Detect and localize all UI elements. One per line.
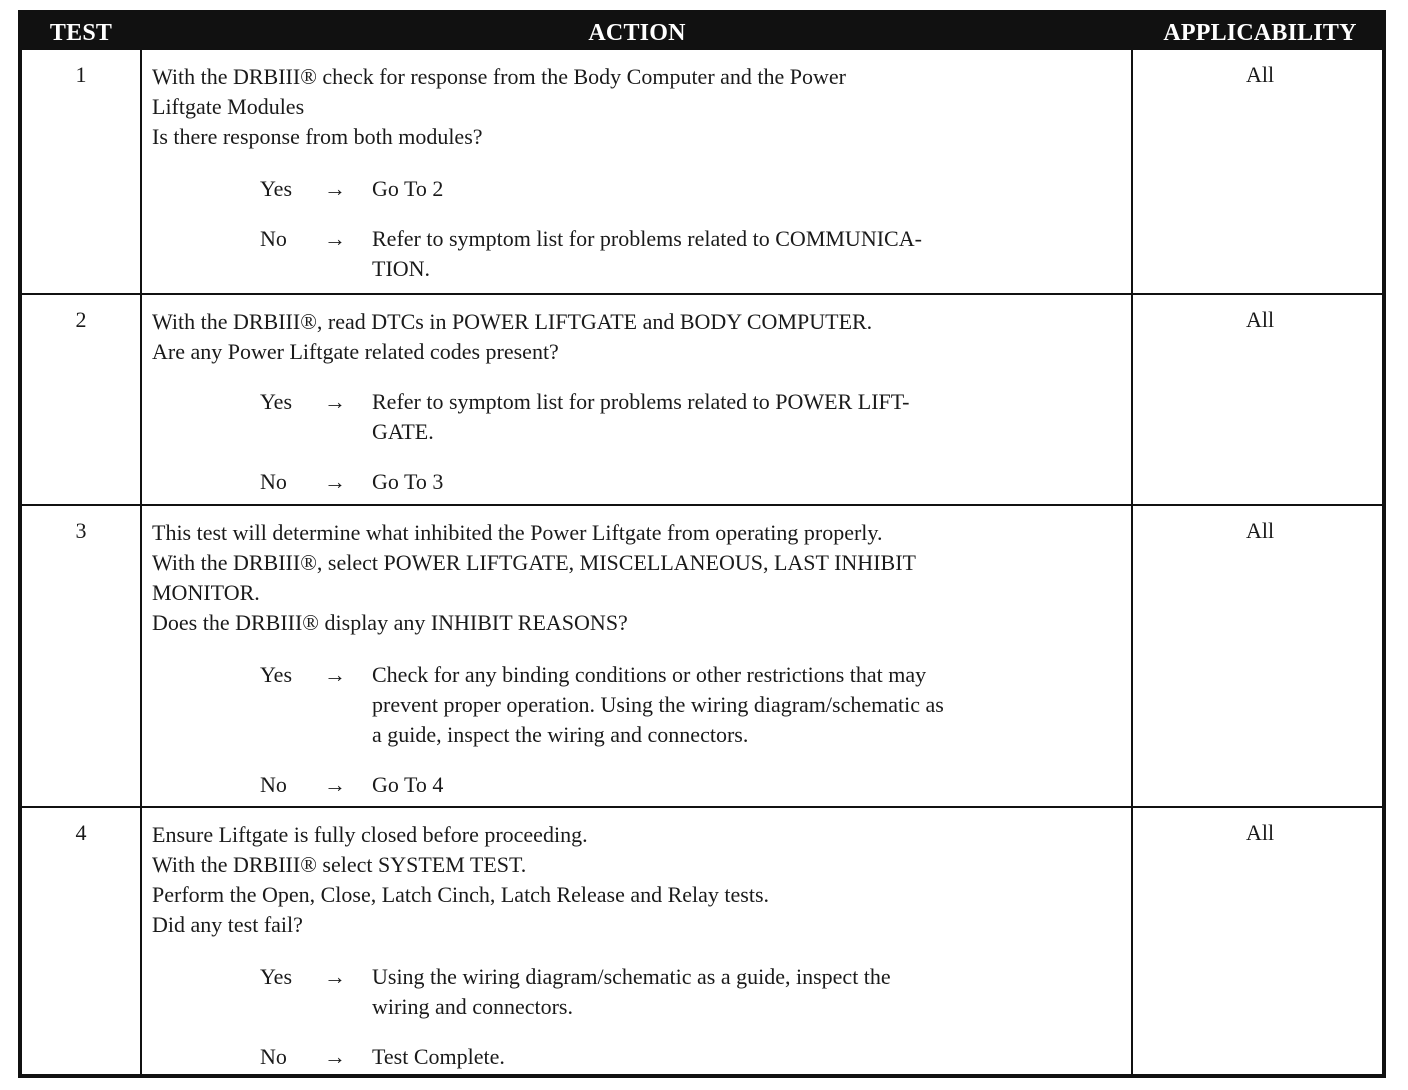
no-label: No (260, 1044, 287, 1069)
action-line: Did any test fail? (152, 912, 303, 937)
applicability-value: All (1245, 62, 1275, 87)
right-arrow-icon: → (324, 1044, 346, 1069)
test-number: 4 (75, 820, 87, 845)
no-result (372, 770, 1124, 800)
applicability-value: All (1245, 307, 1275, 332)
applicability-value: All (1245, 820, 1275, 845)
result-line: a guide, inspect the wiring and connectors. (372, 722, 749, 747)
right-arrow-icon: → (324, 662, 346, 687)
right-arrow-icon: → (324, 964, 346, 989)
result-line: Go To 2 (372, 176, 444, 201)
no-label: No (260, 226, 287, 251)
yes-label: Yes (260, 389, 293, 414)
result-line: Go To 3 (372, 469, 444, 494)
action-line: Liftgate Modules (152, 94, 305, 119)
no-result (372, 1042, 1124, 1072)
action-line: With the DRBIII®, read DTCs in POWER LIFTGATE and BODY COMPUTER. (152, 309, 873, 334)
action-line: With the DRBIII® check for response from the Body Computer and the Power (152, 64, 846, 89)
yes-label: Yes (260, 964, 293, 989)
yes-result (372, 962, 1124, 1022)
action-line: Does the DRBIII® display any INHIBIT REASONS? (152, 610, 628, 635)
result-line: GATE. (372, 419, 434, 444)
right-arrow-icon: → (324, 469, 346, 494)
action-line: Ensure Liftgate is fully closed before proceeding. (152, 822, 588, 847)
result-line: wiring and connectors. (372, 994, 573, 1019)
action-line: With the DRBIII® select SYSTEM TEST. (152, 852, 527, 877)
result-line: prevent proper operation. Using the wiring diagram/schematic as (372, 692, 944, 717)
action-line: MONITOR. (152, 580, 260, 605)
result-line: Check for any binding conditions or other restrictions that may (372, 662, 927, 687)
no-label: No (260, 469, 287, 494)
header-applicability: APPLICABILITY (1163, 20, 1357, 46)
action-line: With the DRBIII®, select POWER LIFTGATE, MISCELLANEOUS, LAST INHIBIT (152, 550, 916, 575)
right-arrow-icon: → (324, 772, 346, 797)
action-line: Perform the Open, Close, Latch Cinch, Latch Release and Relay tests. (152, 882, 770, 907)
table-row-test-3 (22, 506, 1382, 806)
test-number: 1 (75, 62, 87, 87)
yes-result (372, 387, 1124, 447)
yes-label: Yes (260, 176, 293, 201)
right-arrow-icon: → (324, 176, 346, 201)
result-line: Refer to symptom list for problems related to POWER LIFT- (372, 389, 910, 414)
action-line: Is there response from both modules? (152, 124, 483, 149)
test-number: 2 (75, 307, 87, 332)
result-line: Using the wiring diagram/schematic as a guide, inspect the (372, 964, 891, 989)
test-number: 3 (75, 518, 87, 543)
action-line: This test will determine what inhibited the Power Liftgate from operating properly. (152, 520, 883, 545)
no-result (372, 224, 1124, 284)
header-action: ACTION (588, 20, 686, 46)
table-header (22, 14, 1382, 50)
table-row-test-1 (22, 50, 1382, 293)
yes-result (372, 174, 1124, 204)
action-text (152, 518, 1124, 638)
action-text (152, 307, 1124, 367)
action-line: Are any Power Liftgate related codes present? (152, 339, 559, 364)
result-line: Go To 4 (372, 772, 444, 797)
right-arrow-icon: → (324, 226, 346, 251)
action-text (152, 820, 1124, 940)
diagnostic-test-table (18, 10, 1386, 1078)
yes-label: Yes (260, 662, 293, 687)
table-row-test-4 (22, 808, 1382, 1074)
result-line: Refer to symptom list for problems related to COMMUNICA- (372, 226, 922, 251)
result-line: TION. (372, 256, 431, 281)
header-test: TEST (49, 20, 113, 46)
yes-result (372, 660, 1124, 750)
table-row-test-2 (22, 295, 1382, 504)
right-arrow-icon: → (324, 389, 346, 414)
no-result (372, 467, 1124, 497)
no-label: No (260, 772, 287, 797)
result-line: Test Complete. (372, 1044, 505, 1069)
action-text (152, 62, 1124, 152)
applicability-value: All (1245, 518, 1275, 543)
